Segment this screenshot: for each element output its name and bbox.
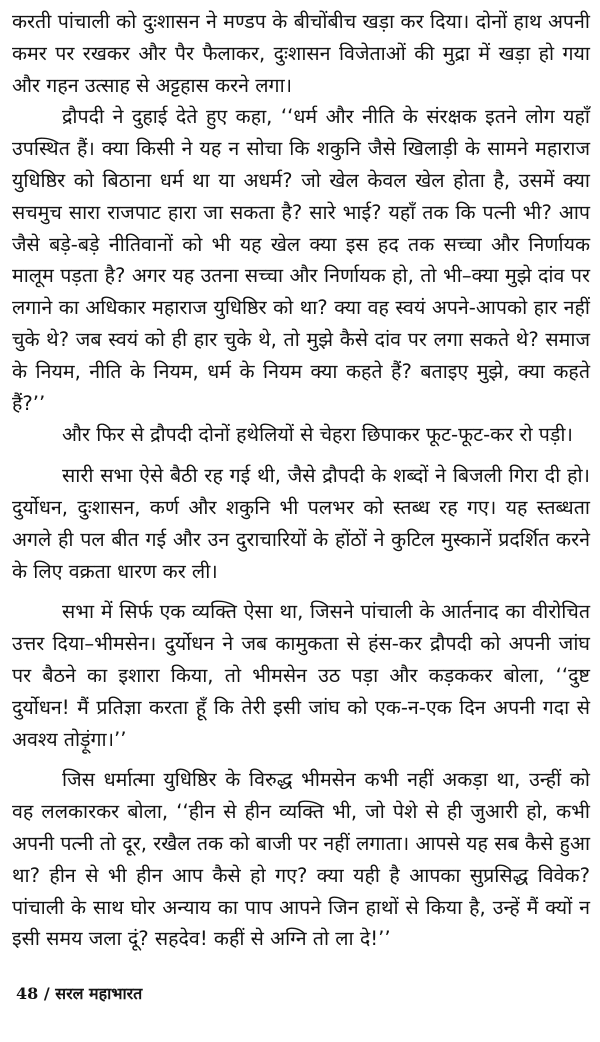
paragraph-6: जिस धर्मात्मा युधिष्ठिर के विरुद्ध भीमसेन कभी नहीं अकड़ा था, उन्हीं को वह ललकारकर बोला, ‘‘हीन से हीन व्यक्ति भी, जो पेशे से ही जुआरी हो, कभी अपनी पत्नी तो दूर, रखैल तक को बाजी पर नहीं लगाता। आपसे यह सब कैसे हुआ था? हीन से भी हीन आप कैसे हो गए? क्या यही है आपका सुप्रसिद्ध विवेक? पांचाली के साथ घोर अन्याय का पाप आपने जिन हाथों से किया है, उन्हें मैं क्यों न इसी समय जला दूं? सहदेव! कहीं से अग्नि तो ला दे!’’	[12, 768, 590, 951]
paragraph-5: सभा में सिर्फ एक व्यक्ति ऐसा था, जिसने पांचाली के आर्तनाद का वीरोचित उत्तर दिया–भीमसेन। दुर्योधन ने जब कामुकता से हंस-कर द्रौपदी को अपनी जांघ पर बैठने का इशारा किया, तो भीमसेन उठ पड़ा और कड़ककर बोला, ‘‘दुष्ट दुर्योधन! मैं प्रतिज्ञा करता हूँ कि तेरी इसी जांघ को एक-न-एक दिन अपनी गदा से अवश्य तोड़ूंगा।’’	[12, 600, 590, 751]
paragraph-4: सारी सभा ऐसे बैठी रह गई थी, जैसे द्रौपदी के शब्दों ने बिजली गिरा दी हो। दुर्योधन, दुःशासन, कर्ण और शकुनि भी पलभर को स्तब्ध रह गए। यह स्तब्धता अगले ही पल बीत गई और उन दुराचारियों के होंठों ने कुटिल मुस्कानें प्रदर्शित करने के लिए वक्रता धारण कर ली।	[12, 464, 590, 583]
paragraph-1: करती पांचाली को दुःशासन ने मण्डप के बीचोंबीच खड़ा कर दिया। दोनों हाथ अपनी कमर पर रखकर और पैर फैलाकर, दुःशासन विजेताओं की मुद्रा में खड़ा हो गया और गहन उत्साह से अट्टहास करने लगा।	[12, 10, 590, 97]
paragraph-2: द्रौपदी ने दुहाई देते हुए कहा, ‘‘धर्म और नीति के संरक्षक इतने लोग यहाँ उपस्थित हैं। क्या किसी ने यह न सोचा कि शकुनि जैसे खिलाड़ी के सामने महाराज युधिष्ठिर को बिठाना धर्म था या अधर्म? जो खेल केवल खेल होता है, उसमें क्या सचमुच सारा राजपाट हारा जा सकता है? सारे भाई? यहाँ तक कि पत्नी भी? आप जैसे बड़े-बड़े नीतिवानों को भी यह खेल क्या इस हद तक सच्चा और निर्णायक मालूम पड़ता है? अगर यह उतना सच्चा और निर्णायक हो, तो भी–क्या मुझे दांव पर लगाने का अधिकार महाराज युधिष्ठिर को था? क्या वह स्वयं अपने-आपको हार नहीं चुके थे? जब स्वयं को ही हार चुके थे, तो मुझे कैसे दांव पर लगा सकते थे? समाज के नियम, नीति के नियम, धर्म के नियम क्या कहते हैं? बताइए मुझे, क्या कहते हैं?’’	[12, 105, 590, 415]
page-footer: 48 / सरल महाभारत	[16, 984, 143, 1003]
page-body	[12, 6, 590, 955]
paragraph-3: और फिर से द्रौपदी दोनों हथेलियों से चेहरा छिपाकर फूट-फूट-कर रो पड़ी।	[62, 423, 573, 447]
